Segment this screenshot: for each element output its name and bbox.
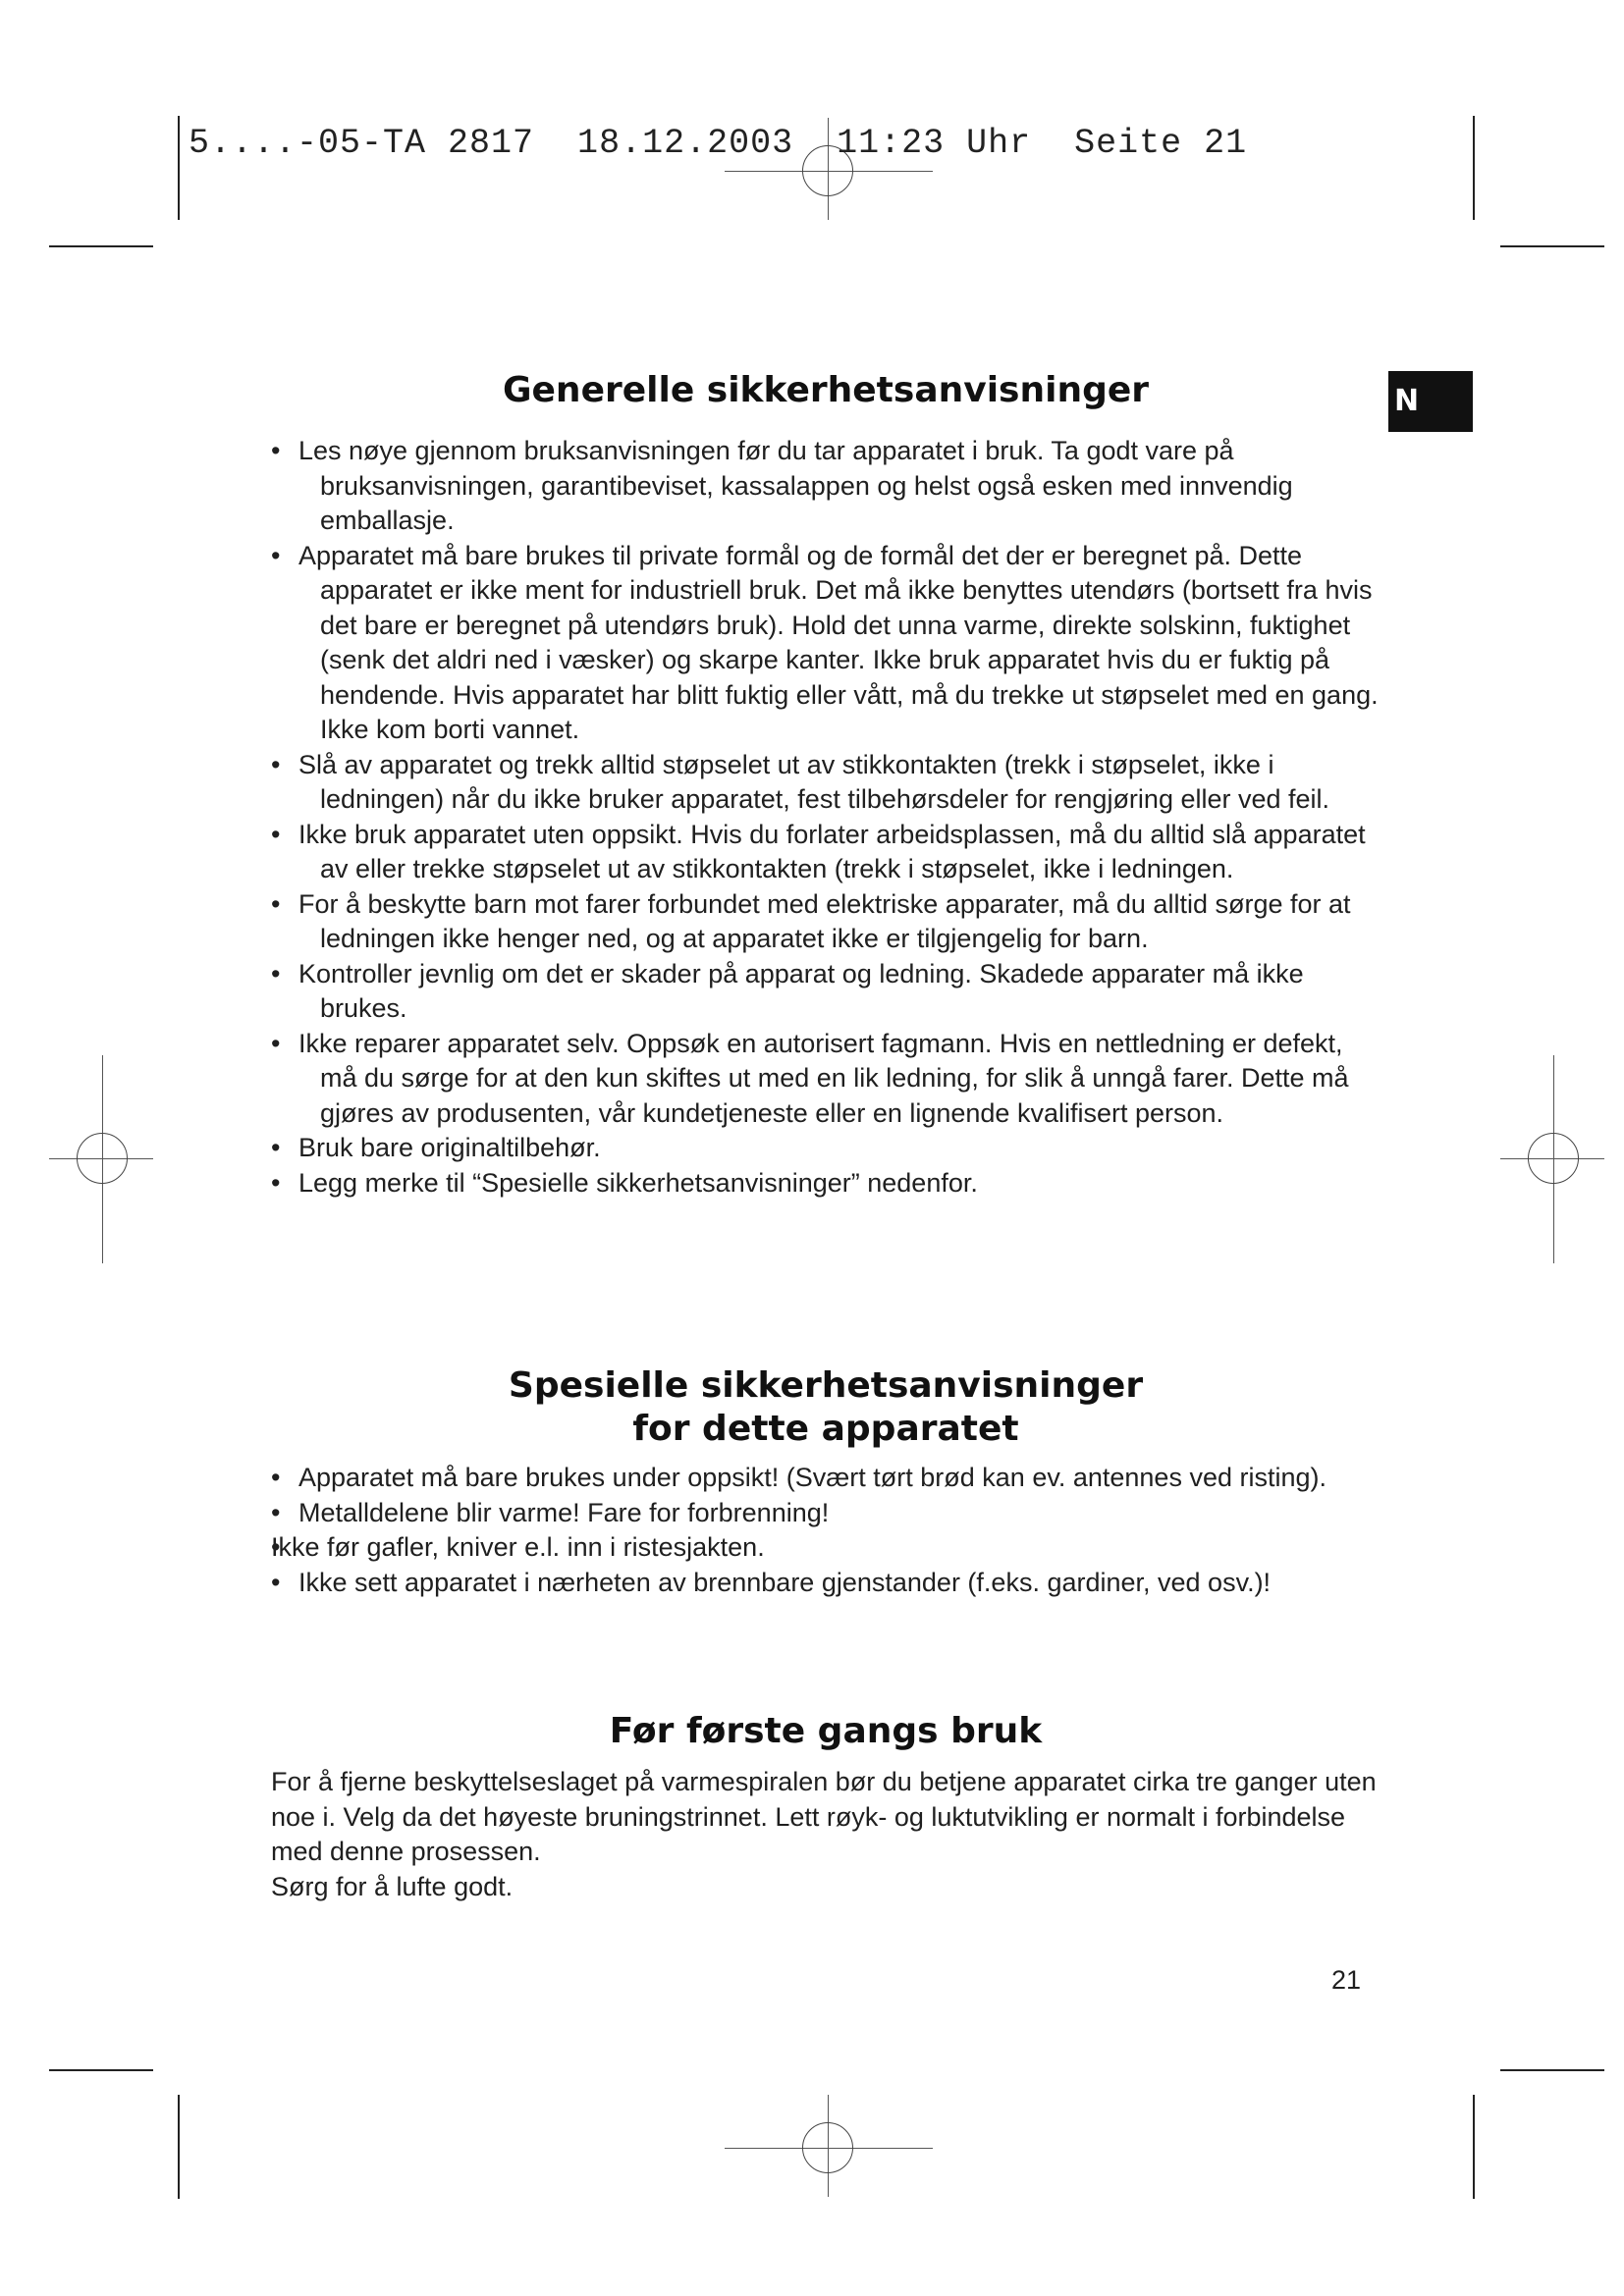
- registration-mark-bottom-circle: [802, 2122, 853, 2173]
- list-item: • Legg merke til “Spesielle sikkerhetsanvisninger” nedenfor.: [271, 1166, 1380, 1201]
- list-item: • Ikke reparer apparatet selv. Oppsøk en autorisert fagmann. Hvis en nettledning er defekt, må du sørge for at den kun skiftes ut med en lik ledning, for slik å unngå farer. Dette må gjøres av produsenten, vår kundetjeneste eller en lignende kvalifisert person.: [271, 1027, 1380, 1132]
- list-item: • Bruk bare originaltilbehør.: [271, 1131, 1380, 1166]
- section-general-safety-title: Generelle sikkerhetsanvisninger: [502, 370, 1150, 410]
- section-general-safety: [271, 369, 1380, 1198]
- language-tab: N: [1388, 371, 1473, 432]
- list-item: • Slå av apparatet og trekk alltid støpselet ut av stikkontakten (trekk i støpselet, ikke i ledningen) når du ikke bruker apparatet, fest tilbehørsdeler for rengjøring eller ved feil.: [271, 748, 1380, 818]
- special-safety-list: [271, 1461, 1380, 1600]
- registration-mark-right-circle: [1528, 1133, 1579, 1184]
- list-item: • Les nøye gjennom bruksanvisningen før du tar apparatet i bruk. Ta godt vare på bruksanvisningen, garantibeviset, kassalappen og helst også esken med innvendig emballasje.: [271, 434, 1380, 539]
- page-number: 21: [1331, 1965, 1362, 1995]
- section-first-use: [271, 1710, 1380, 1904]
- crop-mark-bottom-right-horizontal: [1500, 2069, 1604, 2071]
- crop-mark-bottom-left-horizontal: [49, 2069, 153, 2071]
- section-special-safety: [271, 1364, 1380, 1600]
- list-item: • Ikke før gafler, kniver e.l. inn i ristesjakten.: [271, 1530, 1380, 1566]
- section-special-safety-title-line1: Spesielle sikkerhetsanvisninger: [508, 1365, 1144, 1406]
- list-item: • Ikke sett apparatet i nærheten av brennbare gjenstander (f.eks. gardiner, ved osv.)!: [271, 1566, 1380, 1601]
- crop-mark-top-left-horizontal: [49, 245, 153, 247]
- print-slug-header: 5....-05-TA 2817 18.12.2003 11:23 Uhr Seite 21: [189, 124, 1248, 163]
- general-safety-list: [271, 434, 1380, 1201]
- crop-mark-bottom-right-vertical: [1473, 2095, 1475, 2199]
- crop-mark-top-right-horizontal: [1500, 245, 1604, 247]
- section-special-safety-title-line2: for dette apparatet: [632, 1409, 1019, 1449]
- crop-mark-bottom-left-vertical: [178, 2095, 180, 2199]
- list-item: • Apparatet må bare brukes under oppsikt! (Svært tørt brød kan ev. antennes ved risting).: [271, 1461, 1380, 1496]
- list-item: • Metalldelene blir varme! Fare for forbrenning!: [271, 1496, 1380, 1531]
- list-item: • For å beskytte barn mot farer forbundet med elektriske apparater, må du alltid sørge for at ledningen ikke henger ned, og at apparatet ikke er tilgjengelig for barn.: [271, 887, 1380, 957]
- list-item: • Kontroller jevnlig om det er skader på apparat og ledning. Skadede apparater må ikke brukes.: [271, 957, 1380, 1027]
- registration-mark-left-circle: [77, 1133, 128, 1184]
- section-first-use-title: Før første gangs bruk: [609, 1711, 1043, 1751]
- first-use-paragraph: For å fjerne beskyttelseslaget på varmespiralen bør du betjene apparatet cirka tre ganger uten noe i. Velg da det høyeste bruningstrinnet. Lett røyk- og luktutvikling er normalt i forbindelse med denne prosessen.: [271, 1767, 1377, 1866]
- crop-mark-top-right-vertical: [1473, 116, 1475, 220]
- first-use-ventilation-note: Sørg for å lufte godt.: [271, 1871, 514, 1901]
- crop-mark-top-left-vertical: [178, 116, 180, 220]
- list-item: • Ikke bruk apparatet uten oppsikt. Hvis du forlater arbeidsplassen, må du alltid slå apparatet av eller trekke støpselet ut av stikkontakten (trekk i støpselet, ikke i ledningen.: [271, 818, 1380, 887]
- list-item: • Apparatet må bare brukes til private formål og de formål det der er beregnet på. Dette apparatet er ikke ment for industriell bruk. Det må ikke benyttes utendørs (bortsett fra hvis det bare er beregnet på utendørs bruk). Hold det unna varme, direkte solskinn, fuktighet (senk det aldri ned i væsker) og skarpe kanter. Ikke bruk apparatet hvis du er fuktig på hendende. Hvis apparatet har blitt fuktig eller vått, må du trekke ut støpselet med en gang. Ikke kom borti vannet.: [271, 539, 1380, 748]
